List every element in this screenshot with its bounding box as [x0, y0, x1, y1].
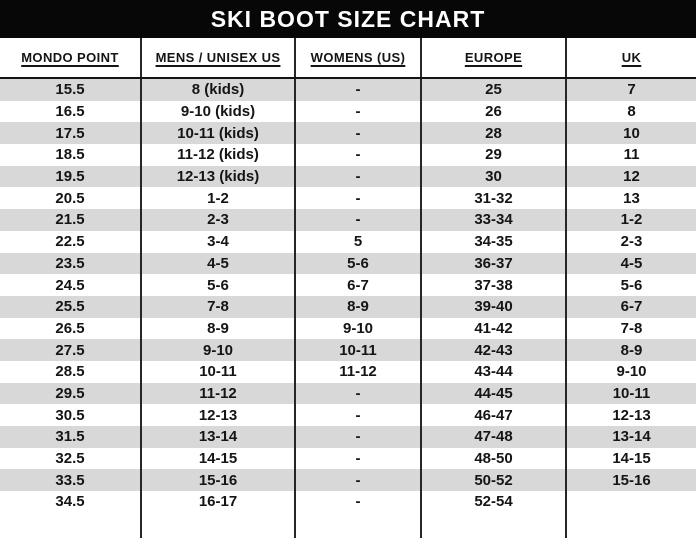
- table-row-mondo-15-5: [0, 79, 696, 101]
- table-cell-mondo-point: 17.5: [55, 124, 85, 142]
- table-cell-womens-us: 8-9: [294, 296, 420, 318]
- table-cell-mondo-point: 26.5: [55, 319, 85, 337]
- table-row-mondo-17-5: [0, 122, 696, 144]
- table-cell-europe: 43-44: [420, 361, 565, 383]
- table-cell-womens-us: -: [294, 491, 420, 513]
- table-row-mondo-20-5: [0, 187, 696, 209]
- table-row-mondo-27-5: [0, 339, 696, 361]
- table-row-mondo-30-5: [0, 404, 696, 426]
- chart-title: SKI BOOT SIZE CHART: [210, 5, 486, 32]
- table-cell-mondo-point: 24.5: [55, 276, 85, 294]
- table-cell-europe: 33-34: [420, 209, 565, 231]
- table-filler-cell: [420, 513, 565, 538]
- table-cell-uk: 5-6: [565, 274, 696, 296]
- table-cell-europe: 52-54: [420, 491, 565, 513]
- table-cell-mens-unisex-us: 12-13: [140, 404, 294, 426]
- table-cell-mens-unisex-us: 15-16: [140, 469, 294, 491]
- table-row-mondo-28-5: [0, 361, 696, 383]
- table-cell-mondo-point: 21.5: [55, 211, 85, 229]
- table-cell-mondo-point: 18.5: [55, 146, 85, 164]
- table-cell-mens-unisex-us: 7-8: [140, 296, 294, 318]
- table-cell-mens-unisex-us: 8-9: [140, 318, 294, 340]
- table-cell-mens-unisex-us: 9-10: [140, 339, 294, 361]
- table-filler-row: [0, 513, 696, 538]
- table-cell-womens-us: -: [294, 144, 420, 166]
- table-filler-cell: [140, 513, 294, 538]
- table-cell-mens-unisex-us: 2-3: [140, 209, 294, 231]
- table-cell-womens-us: -: [294, 187, 420, 209]
- table-cell-uk: 10-11: [565, 383, 696, 405]
- table-cell-womens-us: 5: [294, 231, 420, 253]
- table-row-mondo-24-5: [0, 274, 696, 296]
- table-row-mondo-18-5: [0, 144, 696, 166]
- table-cell-mondo-point: 23.5: [55, 254, 85, 272]
- table-cell-uk: 13-14: [565, 426, 696, 448]
- table-cell-womens-us: 5-6: [294, 253, 420, 275]
- table-cell-mondo-point: 20.5: [55, 189, 85, 207]
- table-cell-europe: 48-50: [420, 448, 565, 470]
- table-body: [0, 79, 696, 538]
- table-cell-mondo-point: 34.5: [55, 493, 85, 511]
- table-cell-europe: 39-40: [420, 296, 565, 318]
- table-cell-womens-us: -: [294, 166, 420, 188]
- table-cell-uk: 12: [565, 166, 696, 188]
- table-cell-europe: 46-47: [420, 404, 565, 426]
- table-cell-uk: 9-10: [565, 361, 696, 383]
- table-cell-mens-unisex-us: 14-15: [140, 448, 294, 470]
- table-cell-europe: 31-32: [420, 187, 565, 209]
- table-row-mondo-32-5: [0, 448, 696, 470]
- table-cell-uk: 6-7: [565, 296, 696, 318]
- table-cell-europe: 41-42: [420, 318, 565, 340]
- table-cell-mondo-point: 31.5: [55, 428, 85, 446]
- table-cell-womens-us: 10-11: [294, 339, 420, 361]
- table-cell-europe: 44-45: [420, 383, 565, 405]
- table-cell-womens-us: -: [294, 469, 420, 491]
- table-cell-mens-unisex-us: 12-13 (kids): [140, 166, 294, 188]
- table-row-mondo-22-5: [0, 231, 696, 253]
- column-header-mens-unisex-us: MENS / UNISEX US: [140, 38, 294, 77]
- table-cell-europe: 34-35: [420, 231, 565, 253]
- table-cell-uk: 12-13: [565, 404, 696, 426]
- table-cell-mondo-point: 30.5: [55, 406, 85, 424]
- table-filler-cell: [565, 513, 696, 538]
- table-cell-womens-us: -: [294, 101, 420, 123]
- table-cell-europe: 30: [420, 166, 565, 188]
- table-row-mondo-33-5: [0, 469, 696, 491]
- table-cell-mondo-point: 28.5: [55, 363, 85, 381]
- table-cell-mondo-point: 15.5: [55, 81, 85, 99]
- table-cell-mens-unisex-us: 11-12: [140, 383, 294, 405]
- table-cell-mens-unisex-us: 10-11: [140, 361, 294, 383]
- table-cell-womens-us: -: [294, 122, 420, 144]
- table-row-mondo-19-5: [0, 166, 696, 188]
- table-row-mondo-25-5: [0, 296, 696, 318]
- table-cell-mens-unisex-us: 13-14: [140, 426, 294, 448]
- table-cell-mens-unisex-us: 1-2: [140, 187, 294, 209]
- table-row-mondo-29-5: [0, 383, 696, 405]
- table-cell-mens-unisex-us: 16-17: [140, 491, 294, 513]
- table-cell-uk: 13: [565, 187, 696, 209]
- table-cell-mens-unisex-us: 4-5: [140, 253, 294, 275]
- table-cell-mens-unisex-us: 8 (kids): [140, 79, 294, 101]
- table-cell-europe: 37-38: [420, 274, 565, 296]
- table-cell-mens-unisex-us: 10-11 (kids): [140, 122, 294, 144]
- table-cell-mens-unisex-us: 3-4: [140, 231, 294, 253]
- table-cell-mondo-point: 27.5: [55, 341, 85, 359]
- table-row-mondo-16-5: [0, 101, 696, 123]
- table-cell-mondo-point: 16.5: [55, 103, 85, 121]
- table-cell-europe: 47-48: [420, 426, 565, 448]
- table-cell-uk: [565, 491, 696, 513]
- table-cell-mondo-point: 29.5: [55, 384, 85, 402]
- table-cell-womens-us: -: [294, 209, 420, 231]
- table-cell-mens-unisex-us: 9-10 (kids): [140, 101, 294, 123]
- table-cell-europe: 28: [420, 122, 565, 144]
- table-cell-womens-us: 9-10: [294, 318, 420, 340]
- table-cell-uk: 4-5: [565, 253, 696, 275]
- table-cell-uk: 10: [565, 122, 696, 144]
- table-cell-mens-unisex-us: 11-12 (kids): [140, 144, 294, 166]
- table-cell-europe: 42-43: [420, 339, 565, 361]
- table-cell-uk: 2-3: [565, 231, 696, 253]
- table-cell-uk: 7: [565, 79, 696, 101]
- table-cell-mondo-point: 25.5: [55, 298, 85, 316]
- table-cell-uk: 7-8: [565, 318, 696, 340]
- table-row-mondo-23-5: [0, 253, 696, 275]
- table-cell-womens-us: 11-12: [294, 361, 420, 383]
- table-row-mondo-31-5: [0, 426, 696, 448]
- table-row-mondo-21-5: [0, 209, 696, 231]
- table-cell-womens-us: -: [294, 426, 420, 448]
- table-cell-mondo-point: 19.5: [55, 168, 85, 186]
- table-cell-uk: 8: [565, 101, 696, 123]
- table-cell-mens-unisex-us: 5-6: [140, 274, 294, 296]
- table-row-mondo-34-5: [0, 491, 696, 513]
- chart-title-bar: [0, 0, 696, 38]
- table-cell-uk: 8-9: [565, 339, 696, 361]
- table-cell-womens-us: -: [294, 448, 420, 470]
- table-cell-womens-us: -: [294, 79, 420, 101]
- table-header-row: [0, 38, 696, 79]
- table-cell-womens-us: -: [294, 383, 420, 405]
- table-cell-mondo-point: 22.5: [55, 233, 85, 251]
- table-row-mondo-26-5: [0, 318, 696, 340]
- table-cell-uk: 14-15: [565, 448, 696, 470]
- table-cell-europe: 29: [420, 144, 565, 166]
- table-cell-uk: 15-16: [565, 469, 696, 491]
- column-header-mondo-point: MONDO POINT: [21, 50, 119, 65]
- column-header-womens-us: WOMENS (US): [294, 38, 420, 77]
- table-cell-europe: 50-52: [420, 469, 565, 491]
- column-header-europe: EUROPE: [420, 38, 565, 77]
- table-cell-mondo-point: 32.5: [55, 450, 85, 468]
- table-cell-europe: 25: [420, 79, 565, 101]
- table-cell-uk: 11: [565, 144, 696, 166]
- column-header-uk: UK: [565, 38, 696, 77]
- table-cell-europe: 26: [420, 101, 565, 123]
- table-cell-europe: 36-37: [420, 253, 565, 275]
- table-cell-womens-us: -: [294, 404, 420, 426]
- table-cell-uk: 1-2: [565, 209, 696, 231]
- table-filler-cell: [0, 513, 140, 538]
- table-cell-womens-us: 6-7: [294, 274, 420, 296]
- table-cell-mondo-point: 33.5: [55, 471, 85, 489]
- table-filler-cell: [294, 513, 420, 538]
